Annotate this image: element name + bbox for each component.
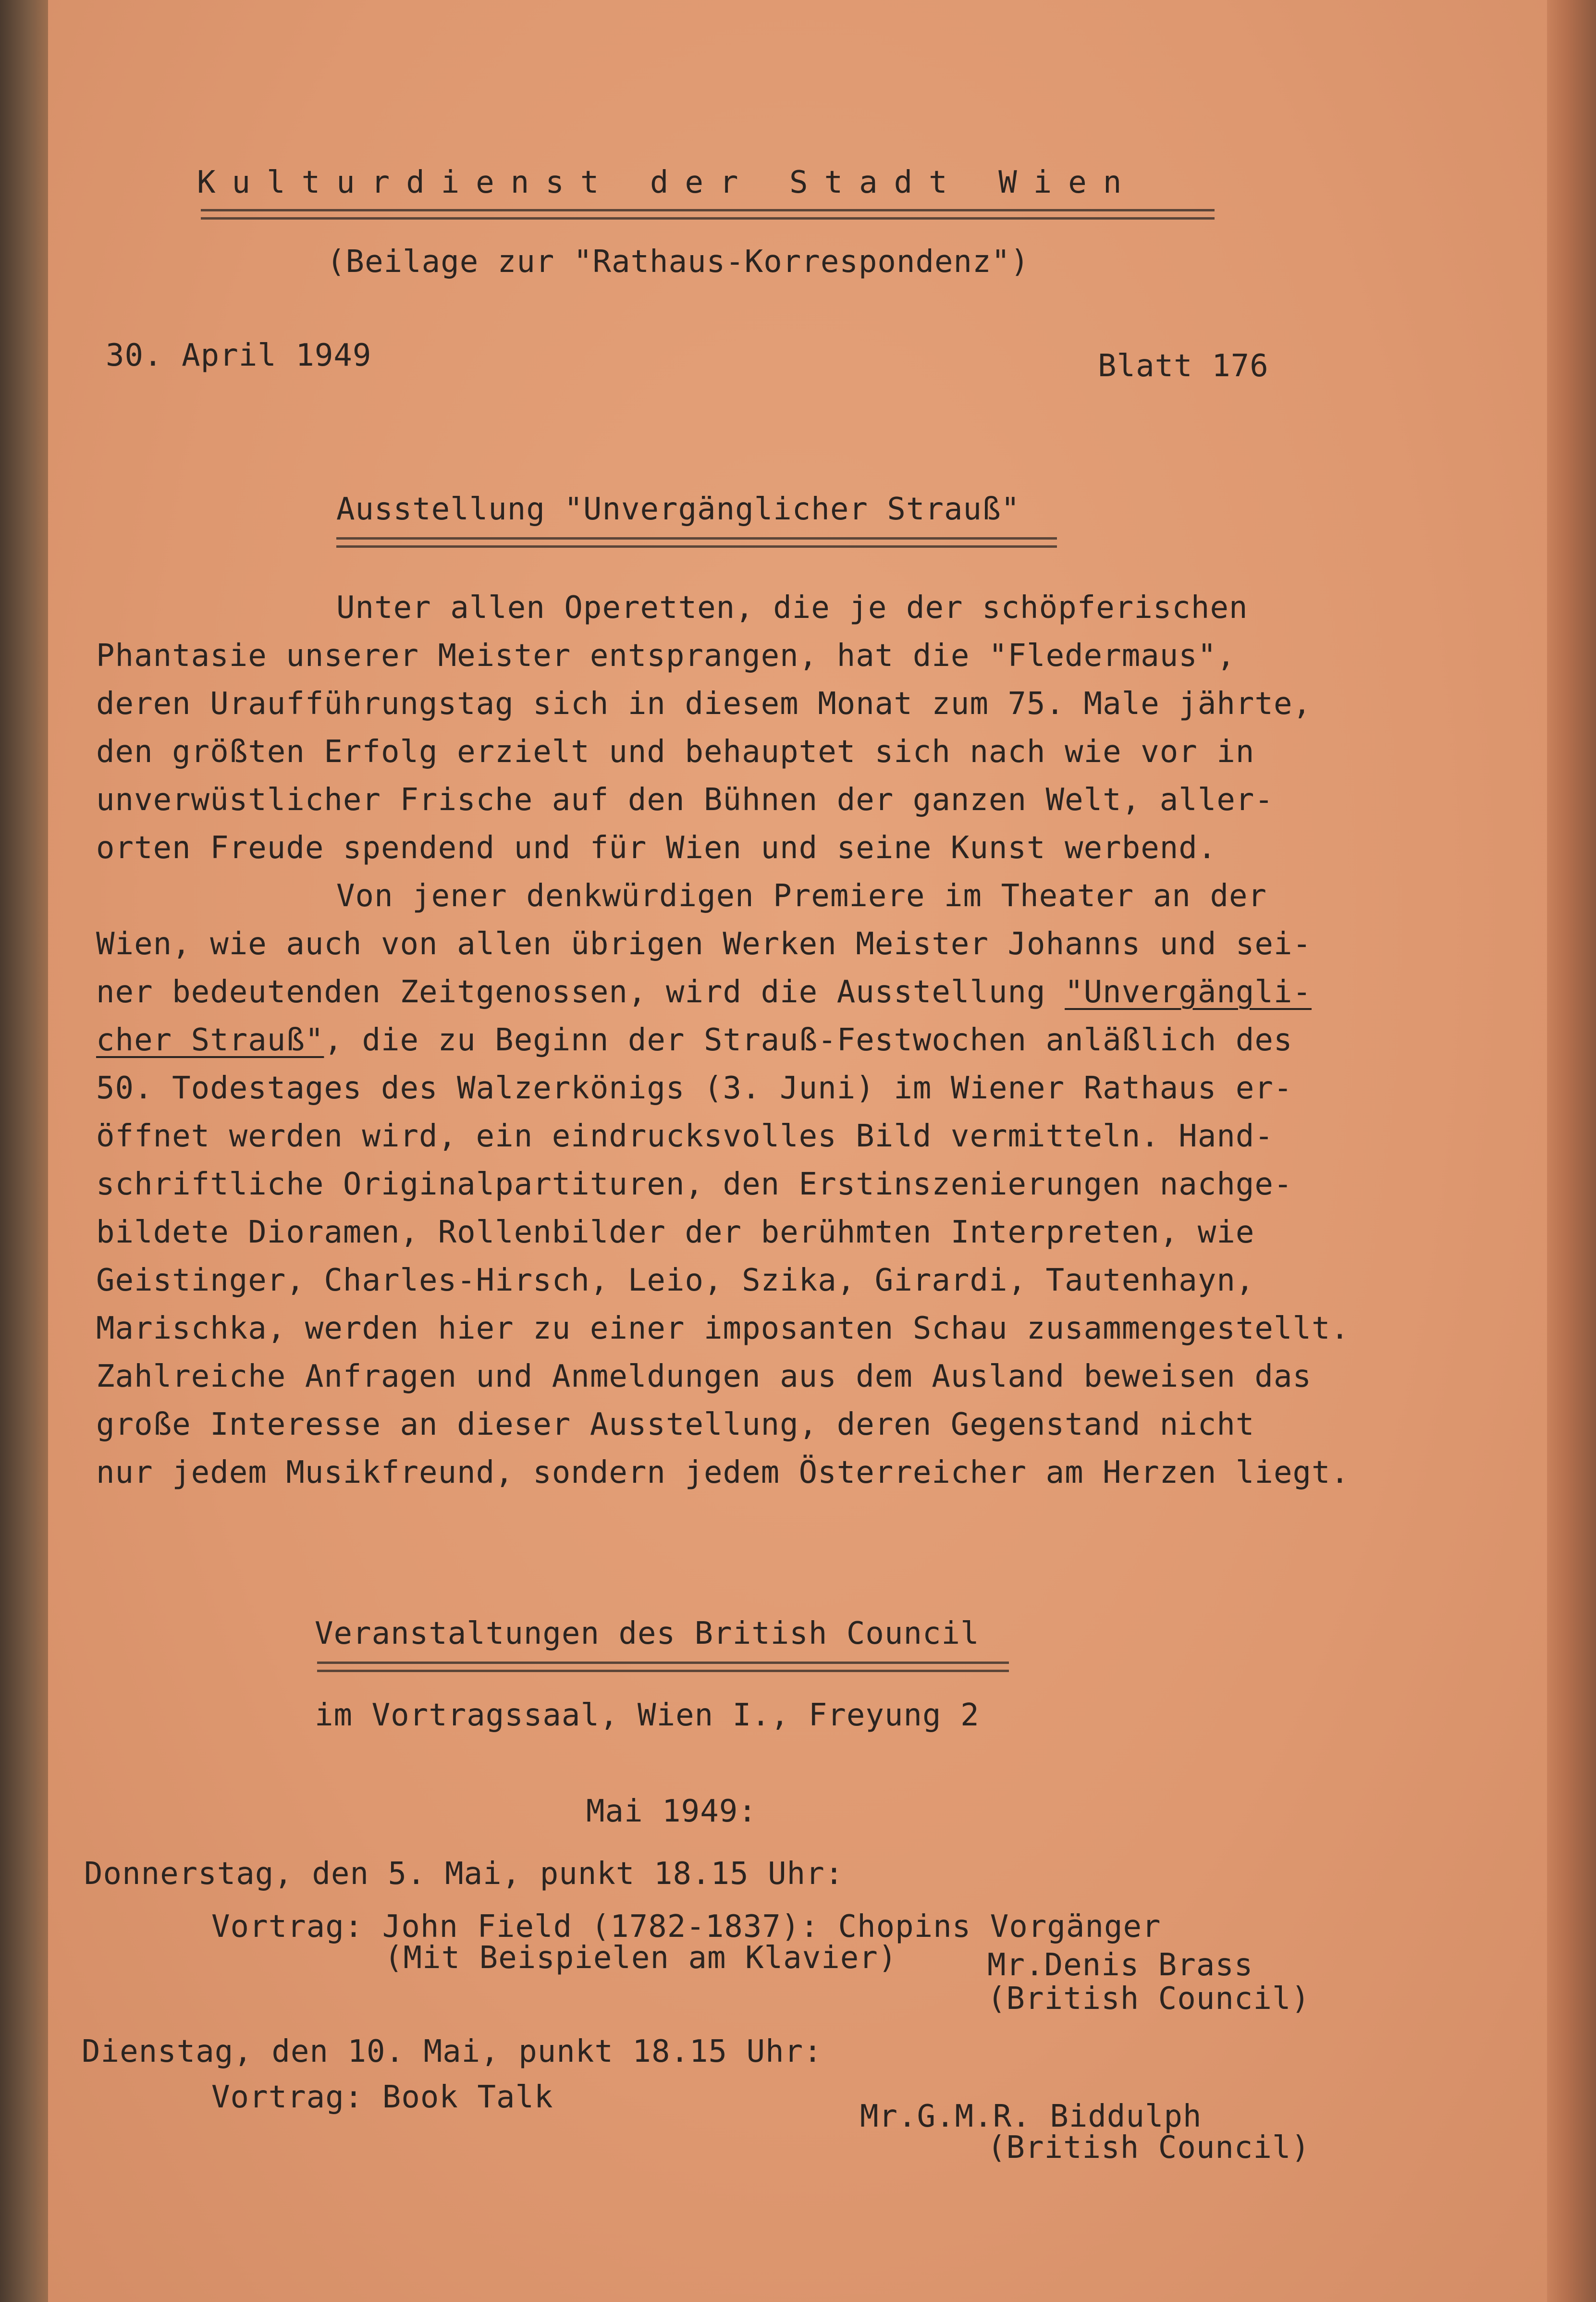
article2-title-rule bbox=[317, 1660, 1009, 1674]
article1-title-rule bbox=[336, 536, 1057, 549]
article1-line: deren Uraufführungstag sich in diesem Monat zum 75. Male jährte, bbox=[96, 686, 1312, 722]
document-date: 30. April 1949 bbox=[106, 338, 372, 373]
event1-org: (British Council) bbox=[987, 1981, 1311, 2017]
article1-line: 50. Todestages des Walzerkönigs (3. Juni) im Wiener Rathaus er- bbox=[96, 1071, 1293, 1106]
article1-line-text: ner bedeutenden Zeitgenossen, wird die Ausstellung bbox=[96, 974, 1065, 1010]
event1-note: (Mit Beispielen am Klavier) bbox=[384, 1940, 897, 1976]
sheet-number: Blatt 176 bbox=[1098, 348, 1269, 384]
document-page bbox=[48, 0, 1547, 2302]
event2-talk: Vortrag: Book Talk bbox=[211, 2080, 553, 2115]
article1-line: Zahlreiche Anfragen und Anmeldungen aus dem Ausland beweisen das bbox=[96, 1359, 1312, 1394]
article1-line: bildete Dioramen, Rollenbilder der berühmten Interpreten, wie bbox=[96, 1215, 1255, 1250]
article1-line: unverwüstlicher Frische auf den Bühnen der ganzen Welt, aller- bbox=[96, 782, 1274, 818]
article1-line: große Interesse an dieser Ausstellung, deren Gegenstand nicht bbox=[96, 1407, 1255, 1442]
venue-line: im Vortragssaal, Wien I., Freyung 2 bbox=[315, 1698, 980, 1733]
article1-line: nur jedem Musikfreund, sondern jedem Österreicher am Herzen liegt. bbox=[96, 1455, 1350, 1490]
exhibition-title-underlined: "Unvergängli- bbox=[1065, 974, 1312, 1010]
article1-line: schriftliche Originalpartituren, den Erstinszenierungen nachge- bbox=[96, 1167, 1293, 1202]
event1-speaker: Mr.Denis Brass bbox=[987, 1947, 1253, 1983]
event1-talk: Vortrag: John Field (1782-1837): Chopins Vorgänger bbox=[211, 1909, 1161, 1945]
masthead: Kulturdienst der Stadt Wien bbox=[197, 165, 1138, 200]
supplement-line: (Beilage zur "Rathaus-Korrespondenz") bbox=[327, 244, 1030, 280]
masthead-double-rule bbox=[201, 208, 1215, 221]
article1-line: den größten Erfolg erzielt und behauptet sich nach wie vor in bbox=[96, 734, 1255, 770]
event2-when: Dienstag, den 10. Mai, punkt 18.15 Uhr: bbox=[82, 2034, 823, 2069]
article1-line: Wien, wie auch von allen übrigen Werken Meister Johanns und sei- bbox=[96, 926, 1312, 962]
article2-title: Veranstaltungen des British Council bbox=[315, 1616, 980, 1651]
article1-line: Phantasie unserer Meister entsprangen, hat die "Fledermaus", bbox=[96, 638, 1236, 674]
month-heading: Mai 1949: bbox=[586, 1794, 757, 1829]
article1-line: öffnet werden wird, ein eindrucksvolles Bild vermitteln. Hand- bbox=[96, 1119, 1274, 1154]
article1-line: Von jener denkwürdigen Premiere im Theater an der bbox=[336, 878, 1267, 914]
article1-line bbox=[96, 968, 1312, 1016]
article1-line-text: , die zu Beginn der Strauß-Festwochen anläßlich des bbox=[324, 1022, 1293, 1058]
article1-line: Marischka, werden hier zu einer imposanten Schau zusammengestellt. bbox=[96, 1311, 1350, 1346]
article1-line: Geistinger, Charles-Hirsch, Leio, Szika, Girardi, Tautenhayn, bbox=[96, 1263, 1255, 1298]
event2-org: (British Council) bbox=[987, 2130, 1311, 2166]
article1-title: Ausstellung "Unvergänglicher Strauß" bbox=[336, 492, 1020, 527]
event1-when: Donnerstag, den 5. Mai, punkt 18.15 Uhr: bbox=[84, 1856, 844, 1892]
exhibition-title-underlined: cher Strauß" bbox=[96, 1022, 324, 1058]
page-edge bbox=[1547, 0, 1596, 2302]
article1-line bbox=[96, 1016, 1292, 1064]
article1-line: orten Freude spendend und für Wien und seine Kunst werbend. bbox=[96, 830, 1217, 866]
article1-line: Unter allen Operetten, die je der schöpferischen bbox=[336, 590, 1248, 626]
event2-speaker: Mr.G.M.R. Biddulph bbox=[860, 2099, 1202, 2134]
